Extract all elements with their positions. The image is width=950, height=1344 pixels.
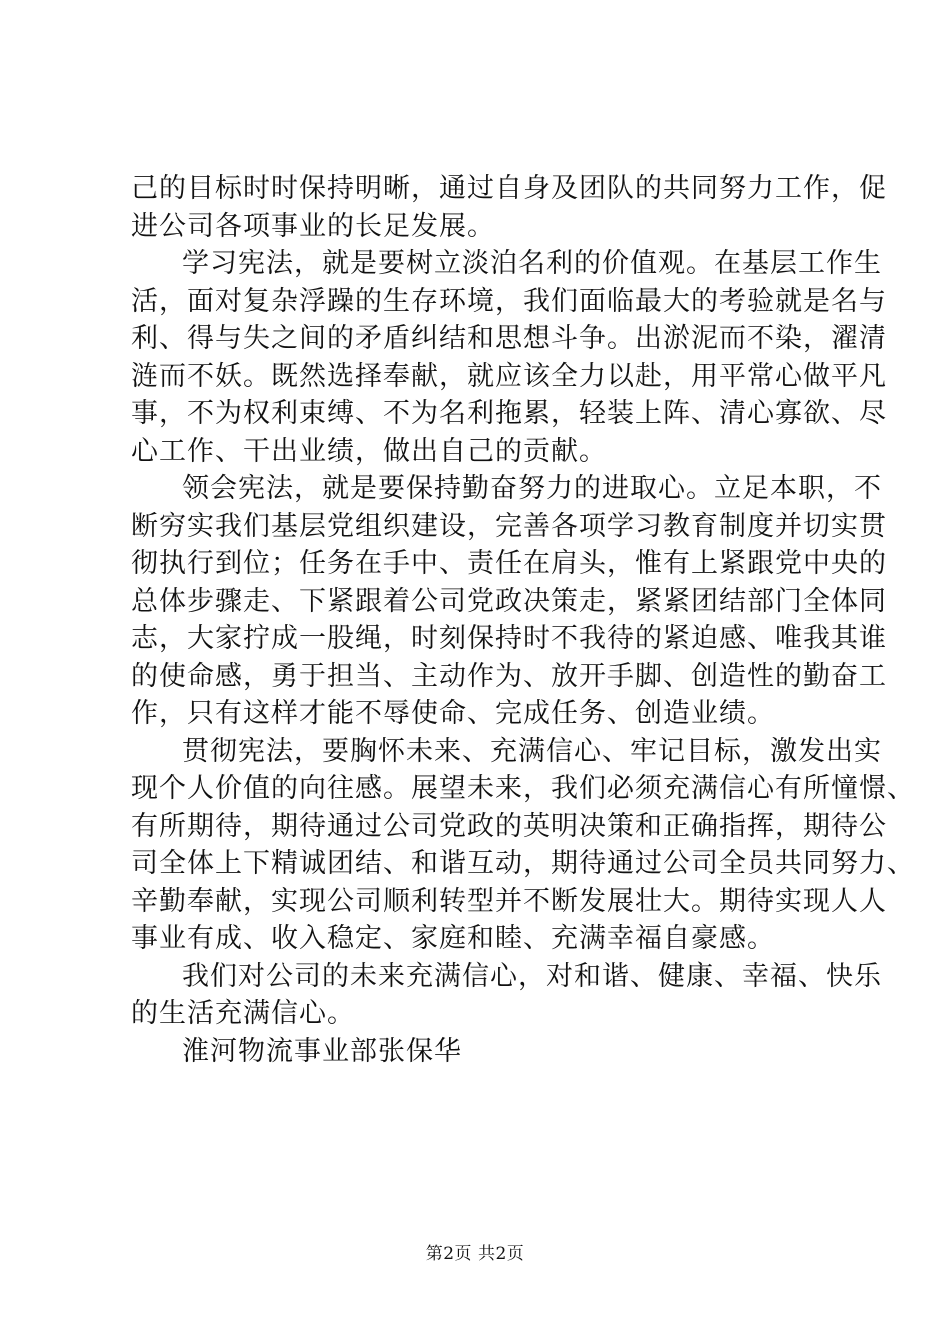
text-line: 的生活充满信心。	[131, 998, 355, 1029]
text-line: 作，只有这样才能不辱使命、完成任务、创造业绩。	[131, 698, 775, 729]
text-line: 己的目标时时保持明晰，通过自身及团队的共同努力工作，促	[131, 173, 887, 204]
document-body	[131, 170, 915, 1070]
text-line: 辛勤奉献，实现公司顺利转型并不断发展壮大。期待实现人人	[131, 885, 887, 917]
paragraph-first-line: 领会宪法，就是要保持勤奋努力的进取心。立足本职，不	[182, 473, 882, 504]
text-line: 有所期待，期待通过公司党政的英明决策和正确指挥，期待公	[131, 810, 887, 842]
text-line: 断穷实我们基层党组织建设，完善各项学习教育制度并切实贯	[131, 510, 887, 542]
page-number-indicator: 第2页 共2页	[425, 1244, 525, 1264]
text-line: 的使命感，勇于担当、主动作为、放开手脚、创造性的勤奋工	[131, 660, 887, 692]
page-footer	[0, 1244, 950, 1264]
paragraph-first-line: 学习宪法，就是要树立淡泊名利的价值观。在基层工作生	[182, 248, 882, 279]
text-line: 心工作、干出业绩，做出自己的贡献。	[131, 435, 607, 467]
text-line: 现个人价值的向往感。展望未来，我们必须充满信心有所憧憬、	[131, 773, 915, 804]
text-line: 事业有成、收入稳定、家庭和睦、充满幸福自豪感。	[131, 923, 775, 954]
text-line: 志，大家拧成一股绳，时刻保持时不我待的紧迫感、唯我其谁	[131, 623, 887, 654]
text-line: 涟而不妖。既然选择奉献，就应该全力以赴，用平常心做平凡	[131, 360, 887, 392]
text-line: 利、得与失之间的矛盾纠结和思想斗争。出淤泥而不染，濯清	[131, 323, 887, 354]
paragraph-first-line: 贯彻宪法，要胸怀未来、充满信心、牢记目标，激发出实	[182, 735, 882, 767]
signature-line: 淮河物流事业部张保华	[182, 1035, 462, 1067]
paragraph-first-line: 我们对公司的未来充满信心，对和谐、健康、幸福、快乐	[182, 960, 882, 992]
text-line: 活，面对复杂浮躁的生存环境，我们面临最大的考验就是名与	[131, 285, 887, 317]
text-line: 进公司各项事业的长足发展。	[131, 210, 495, 242]
text-line: 事，不为权利束缚、不为名利拖累，轻装上阵、清心寡欲、尽	[131, 398, 887, 429]
text-line: 总体步骤走、下紧跟着公司党政决策走，紧紧团结部门全体同	[131, 585, 887, 617]
text-line: 彻执行到位；任务在手中、责任在肩头，惟有上紧跟党中央的	[131, 548, 887, 579]
text-line: 司全体上下精诚团结、和谐互动，期待通过公司全员共同努力、	[131, 848, 915, 879]
